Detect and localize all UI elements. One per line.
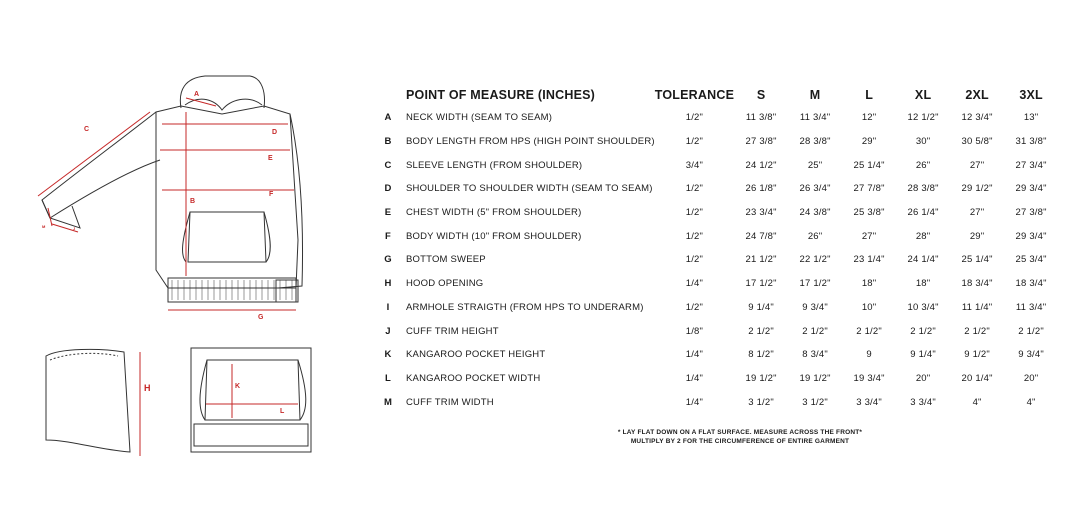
table-row [370,272,1058,296]
row-letter: E [384,207,392,219]
row-size-value: 27 3/8" [745,136,777,148]
row-size-value: 17 1/2" [745,278,777,290]
row-size-value: 11 3/4" [799,112,831,124]
row-size-value: 22 1/2" [799,254,831,266]
table-header-row [370,84,1058,106]
row-size-value: 25 3/4" [1015,254,1047,266]
row-size-value: 17 1/2" [799,278,831,290]
row-size-value: 8 3/4" [802,349,828,361]
row-size-value: 30 5/8" [961,136,993,148]
row-size-value: 25 3/8" [853,207,885,219]
row-size-value: 3 3/4" [856,396,882,408]
row-size-value: 19 1/2" [745,372,777,384]
row-letter: B [384,136,392,148]
measurement-diagrams [0,0,380,509]
row-size-value: 8 1/2" [748,349,774,361]
row-size-value: 20" [1023,372,1039,384]
header-size-l: L [865,88,874,102]
row-size-value: 18 3/4" [1015,278,1047,290]
row-size-value: 29 3/4" [1015,230,1047,242]
label-f: F [269,191,274,198]
row-point-of-measure: KANGAROO POCKET WIDTH [406,372,541,384]
row-size-value: 9 [866,349,872,361]
row-size-value: 9 3/4" [1018,349,1044,361]
label-l: L [280,408,285,415]
label-g: G [258,314,264,321]
row-letter: M [383,396,393,408]
row-size-value: 2 1/2" [802,325,828,337]
row-size-value: 23 3/4" [745,207,777,219]
row-size-value: 12" [861,112,877,124]
label-a: A [194,91,200,98]
row-size-value: 26 1/8" [745,183,777,195]
row-size-value: 9 1/4" [910,349,936,361]
row-size-value: 21 1/2" [745,254,777,266]
row-size-value: 28" [915,230,931,242]
row-point-of-measure: CUFF TRIM HEIGHT [406,325,499,337]
row-letter: J [385,325,391,337]
row-size-value: 29 3/4" [1015,183,1047,195]
size-chart-table [370,84,1058,414]
row-size-value: 2 1/2" [1018,325,1044,337]
row-size-value: 28 3/8" [799,136,831,148]
header-size-xl: XL [914,88,932,102]
row-size-value: 12 1/2" [907,112,939,124]
label-e: E [268,155,273,162]
row-tolerance: 1/2" [685,230,704,242]
row-letter: G [384,254,392,266]
table-row [370,106,1058,130]
table-row [370,296,1058,320]
row-size-value: 27" [969,159,985,171]
size-chart [370,84,1070,414]
row-size-value: 23 1/4" [853,254,885,266]
row-size-value: 2 1/2" [910,325,936,337]
table-row [370,177,1058,201]
table-row [370,343,1058,367]
row-size-value: 9 1/2" [964,349,990,361]
table-row [370,248,1058,272]
row-size-value: 26 1/4" [907,207,939,219]
row-size-value: 2 1/2" [856,325,882,337]
row-size-value: 19 3/4" [853,372,885,384]
row-tolerance: 1/4" [685,372,704,384]
row-size-value: 29 1/2" [961,183,993,195]
header-size-m: M [809,88,821,102]
row-size-value: 25" [807,159,823,171]
note-line-2: MULTIPLY BY 2 FOR THE CIRCUMFERENCE OF ENTIRE GARMENT [630,438,850,445]
hoodie-sketch [0,0,380,509]
row-point-of-measure: CUFF TRIM WIDTH [406,396,494,408]
table-row [370,130,1058,154]
row-size-value: 25 1/4" [961,254,993,266]
table-row [370,201,1058,225]
row-letter: D [384,183,392,195]
row-size-value: 31 3/8" [1015,136,1047,148]
row-tolerance: 1/2" [685,183,704,195]
row-tolerance: 1/2" [685,112,704,124]
row-size-value: 18 3/4" [961,278,993,290]
table-row [370,319,1058,343]
row-letter: K [384,349,392,361]
row-point-of-measure: SHOULDER TO SHOULDER WIDTH (SEAM TO SEAM) [406,183,653,195]
row-point-of-measure: BOTTOM SWEEP [406,254,486,266]
row-size-value: 20 1/4" [961,372,993,384]
row-size-value: 3 1/2" [802,396,828,408]
table-row [370,153,1058,177]
row-size-value: 3 3/4" [910,396,936,408]
row-letter: H [384,278,392,290]
row-letter: L [384,372,391,384]
row-tolerance: 1/4" [685,278,704,290]
row-size-value: 2 1/2" [964,325,990,337]
row-size-value: 18" [861,278,877,290]
label-j: J [73,226,76,231]
header-size-s: S [756,88,766,102]
row-point-of-measure: ARMHOLE STRAIGTH (FROM HPS TO UNDERARM) [406,301,644,313]
measurement-note [560,428,920,446]
label-c: C [84,126,90,133]
row-tolerance: 1/8" [685,325,704,337]
row-size-value: 27" [969,207,985,219]
row-size-value: 24 7/8" [745,230,777,242]
table-row [370,224,1058,248]
row-size-value: 26" [915,159,931,171]
note-line-1: * LAY FLAT DOWN ON A FLAT SURFACE. MEASURE ACROSS THE FRONT* [617,429,863,436]
row-size-value: 26 3/4" [799,183,831,195]
row-size-value: 27" [861,230,877,242]
row-size-value: 29" [969,230,985,242]
header-size-2xl: 2XL [965,88,989,102]
row-tolerance: 1/2" [685,136,704,148]
row-size-value: 10 3/4" [907,301,939,313]
table-row [370,367,1058,391]
label-m: M [42,224,46,229]
row-letter: I [386,301,390,313]
row-tolerance: 1/4" [685,396,704,408]
label-d: D [272,129,278,136]
row-size-value: 25 1/4" [853,159,885,171]
row-letter: F [384,230,391,242]
label-b: B [190,198,196,205]
row-letter: C [384,159,392,171]
label-k: K [235,383,241,390]
row-size-value: 18" [915,278,931,290]
row-size-value: 27 3/4" [1015,159,1047,171]
row-size-value: 20" [915,372,931,384]
row-size-value: 4" [972,396,982,408]
row-size-value: 10" [861,301,877,313]
row-size-value: 29" [861,136,877,148]
header-tolerance: TOLERANCE [654,88,735,102]
row-size-value: 24 1/4" [907,254,939,266]
row-size-value: 11 3/4" [1015,301,1047,313]
row-tolerance: 1/2" [685,254,704,266]
row-point-of-measure: CHEST WIDTH (5" FROM SHOULDER) [406,207,582,219]
row-size-value: 3 1/2" [748,396,774,408]
row-point-of-measure: HOOD OPENING [406,278,484,290]
row-size-value: 9 3/4" [802,301,828,313]
row-size-value: 11 3/8" [745,112,777,124]
row-tolerance: 3/4" [685,159,704,171]
row-tolerance: 1/2" [685,301,704,313]
row-tolerance: 1/2" [685,207,704,219]
row-point-of-measure: NECK WIDTH (SEAM TO SEAM) [406,112,553,124]
row-size-value: 19 1/2" [799,372,831,384]
row-size-value: 2 1/2" [748,325,774,337]
row-size-value: 27 3/8" [1015,207,1047,219]
row-letter: A [384,112,392,124]
header-pom: POINT OF MEASURE (INCHES) [406,88,596,102]
header-letter [370,84,406,106]
header-size-3xl: 3XL [1019,88,1043,102]
row-size-value: 30" [915,136,931,148]
row-size-value: 27 7/8" [853,183,885,195]
label-h: H [144,383,151,393]
row-size-value: 24 1/2" [745,159,777,171]
row-tolerance: 1/4" [685,349,704,361]
row-size-value: 26" [807,230,823,242]
row-point-of-measure: SLEEVE LENGTH (FROM SHOULDER) [406,159,583,171]
row-size-value: 13" [1023,112,1039,124]
row-size-value: 4" [1026,396,1036,408]
row-size-value: 9 1/4" [748,301,774,313]
row-point-of-measure: BODY WIDTH (10" FROM SHOULDER) [406,230,582,242]
row-size-value: 11 1/4" [961,301,993,313]
row-size-value: 12 3/4" [961,112,993,124]
row-point-of-measure: BODY LENGTH FROM HPS (HIGH POINT SHOULDER) [406,136,655,148]
row-size-value: 28 3/8" [907,183,939,195]
row-size-value: 24 3/8" [799,207,831,219]
table-row [370,390,1058,414]
row-point-of-measure: KANGAROO POCKET HEIGHT [406,349,546,361]
